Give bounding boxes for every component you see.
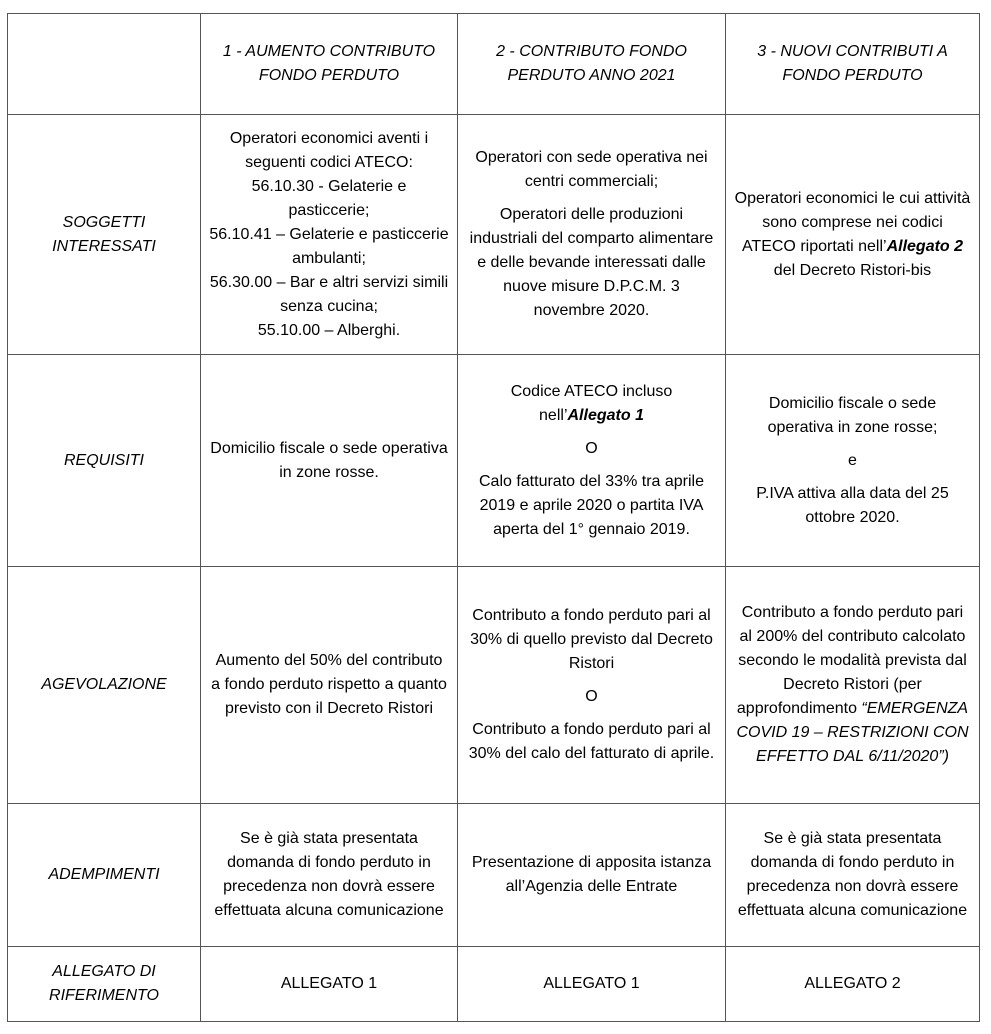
cell-adempimenti-2: Presentazione di apposita istanza all’Agenzia delle Entrate — [458, 804, 726, 947]
requisiti-3-paragraph-2: P.IVA attiva alla data del 25 ottobre 2020. — [756, 484, 949, 526]
cell-requisiti-2 — [458, 355, 726, 567]
row-soggetti — [8, 115, 980, 355]
column-header-1: 1 - AUMENTO CONTRIBUTO FONDO PERDUTO — [201, 14, 458, 115]
requisiti-3-separator: e — [848, 451, 857, 469]
column-header-3: 3 - NUOVI CONTRIBUTI A FONDO PERDUTO — [726, 14, 980, 115]
soggetti-3-paragraph — [734, 187, 971, 283]
cell-agevolazione-2 — [458, 567, 726, 804]
soggetti-3-text-a: Operatori economici le cui attività sono comprese nei codici ATECO riportati nell’ — [734, 189, 971, 255]
ateco-line-1: Operatori economici aventi i seguenti codici ATECO: — [229, 129, 429, 171]
row-label-requisiti: REQUISITI — [8, 355, 201, 567]
ateco-line-5: 55.10.00 – Alberghi. — [257, 321, 401, 339]
soggetti-2-paragraph-1: Operatori con sede operativa nei centri commerciali; — [475, 149, 708, 190]
cell-agevolazione-1 — [201, 567, 458, 804]
cell-requisiti-1 — [201, 355, 458, 567]
cell-allegato-3: ALLEGATO 2 — [726, 947, 980, 1022]
agevolazione-2-paragraph-2: Contributo a fondo perduto pari al 30% del calo del fatturato di aprile. — [468, 721, 715, 762]
header-row — [8, 14, 980, 115]
cell-requisiti-3 — [726, 355, 980, 567]
agevolazione-1-text: Aumento del 50% del contributo a fondo perduto rispetto a quanto previsto con il Decreto Ristori — [211, 652, 447, 717]
row-agevolazione — [8, 567, 980, 804]
row-label-soggetti: SOGGETTI INTERESSATI — [8, 115, 201, 355]
agevolazione-3-reference: “EMERGENZA COVID 19 – RESTRIZIONI CON EFFETTO DAL 6/11/2020”) — [736, 700, 969, 765]
comparison-table — [7, 13, 980, 1022]
cell-soggetti-3 — [726, 115, 980, 355]
row-label-agevolazione: AGEVOLAZIONE — [8, 567, 201, 804]
requisiti-2-paragraph-2: Calo fatturato del 33% tra aprile 2019 e aprile 2020 o partita IVA aperta del 1° gennaio 2019. — [478, 472, 704, 538]
requisiti-3-paragraph-1: Domicilio fiscale o sede operativa in zone rosse; — [767, 394, 938, 436]
row-requisiti — [8, 355, 980, 567]
row-allegato — [8, 947, 980, 1022]
soggetti-2-paragraph-2: Operatori delle produzioni industriali del comparto alimentare e delle bevande interessati dalle nuove misure D.P.C.M. 3 novembre 2020. — [469, 206, 714, 319]
requisiti-2-text-a: Codice ATECO incluso nell’ — [510, 382, 673, 424]
agevolazione-3-text-a: Contributo a fondo perduto pari al 200% del contributo calcolato secondo le modalità prevista dal Decreto Ristori (per approfondimento — [736, 604, 967, 717]
requisiti-2-paragraph-1 — [466, 380, 717, 428]
cell-allegato-2: ALLEGATO 1 — [458, 947, 726, 1022]
ateco-line-2: 56.10.30 - Gelaterie e pasticcerie; — [251, 177, 407, 219]
corner-cell — [8, 14, 201, 115]
ateco-line-3: 56.10.41 – Gelaterie e pasticcerie ambulanti; — [209, 225, 449, 267]
cell-allegato-1: ALLEGATO 1 — [201, 947, 458, 1022]
agevolazione-2-separator: O — [585, 688, 598, 705]
cell-adempimenti-3: Se è già stata presentata domanda di fondo perduto in precedenza non dovrà essere effettuata alcuna comunicazione — [726, 804, 980, 947]
cell-adempimenti-1: Se è già stata presentata domanda di fondo perduto in precedenza non dovrà essere effettuata alcuna comunicazione — [201, 804, 458, 947]
agevolazione-3-paragraph — [734, 601, 971, 769]
row-adempimenti — [8, 804, 980, 947]
row-label-adempimenti: ADEMPIMENTI — [8, 804, 201, 947]
cell-soggetti-2 — [458, 115, 726, 355]
requisiti-1-text: Domicilio fiscale o sede operativa in zone rosse. — [210, 439, 448, 481]
cell-soggetti-1 — [201, 115, 458, 355]
agevolazione-2-paragraph-1: Contributo a fondo perduto pari al 30% di quello previsto dal Decreto Ristori — [470, 607, 713, 672]
allegato-2-emphasis: Allegato 2 — [886, 237, 964, 255]
requisiti-2-separator: O — [585, 439, 598, 457]
ateco-line-4: 56.30.00 – Bar e altri servizi simili senza cucina; — [209, 273, 449, 315]
allegato-1-emphasis: Allegato 1 — [567, 406, 644, 424]
cell-agevolazione-3 — [726, 567, 980, 804]
soggetti-3-text-c: del Decreto Ristori-bis — [773, 261, 932, 279]
column-header-2: 2 - CONTRIBUTO FONDO PERDUTO ANNO 2021 — [458, 14, 726, 115]
row-label-allegato: ALLEGATO DI RIFERIMENTO — [8, 947, 201, 1022]
